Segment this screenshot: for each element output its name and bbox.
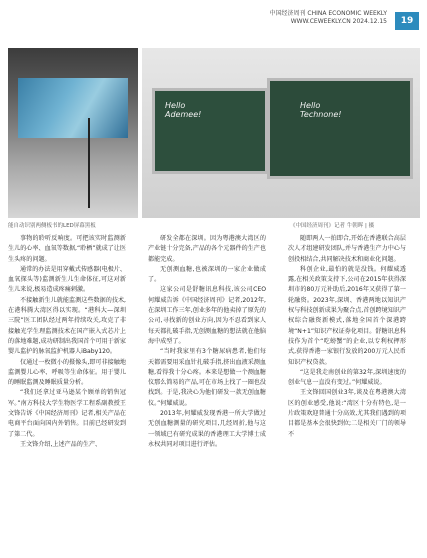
paragraph: 2013年,何耀威发现香港一所大学做过无创血糖测量的研究项目,几经周折,他与这一领域已有研究成果的香港理工大学博士成永权共同对项目进行评估。 (148, 410, 266, 448)
paragraph: 王文锋介绍,上述产品的生产、 (20, 440, 102, 448)
photo-section (0, 48, 427, 218)
chalk-writing-2: Hello Technone! (300, 101, 342, 119)
paragraph: 科创企业,最怕的就是没钱。何耀威透露,在相关政策支持下,公司在2015年获得深圳市的80万元补助后,2016年又获得了第一轮融资。2023年,深圳、香港两地以知识产权与科技创新成果为聚合点,首创跨境知识产权综合融资新模式,落地全国首个深港跨境“N+1”知识产权证券化项目。舒糖讯息科技作为首个“吃螃蟹”的企业,以专利权押形式,获得香港一家银行发放的200万元人民币知识产权贷款。 (288, 265, 406, 366)
column-3 (288, 234, 406, 554)
led-blackboard-photo (8, 48, 138, 218)
paragraph: 研发全都在深圳。因为粤港澳大湾区的产业链十分完备,产品的各个元器件的生产也都能完成。 (148, 235, 266, 263)
paragraph: “我们还拿过亚马逊某个顾单的销售冠军。”南方科技大学生物医学工程系副教授王文锋告诉《中国经济周刊》记者,相关产品在电商平台面向国内外销售。目前已经研发到了第二代。 (8, 389, 126, 438)
led-screen (18, 78, 128, 138)
chalk-writing-1: Hello Ademee! (165, 101, 202, 119)
paragraph: 仅通过一枚微小的摄像头,即可非接触地监测婴儿心率、呼吸等生命体征。用于婴儿的睡眠监测及睡眠质量分析。 (8, 358, 126, 387)
column-2 (148, 234, 266, 554)
paragraph: “当时我家里有3个糖尿病患者,他们每天都需要用采血针扎破手指,挤出血液采测血糖,看得我十分心疼。本来是想做一个测血糖仪那么简易的产品,可在市场上找了一圈也没找到。于是,我决心为他们研发一款无创血糖仪。”何耀威说。 (148, 348, 266, 407)
camera-tripod (88, 118, 90, 208)
classroom-photo (142, 48, 420, 218)
column-1 (8, 234, 126, 554)
paragraph: 随即两人一拍即合,开始在香港联合高层次人才组建研发团队,并与香港生产力中心与创投相结合,共同解决技术和商业化问题。 (288, 235, 406, 263)
paragraph: “这是我走南创业的第32年,深圳速度的创业气息一直没有变过。”何耀威说。 (288, 368, 406, 387)
paragraph: 不接触新生儿就能监测这些数据的技术,在港科腾大湾区得以实现。“港科大—深圳三院”医工团队经过两年持续攻关,攻克了非接触光学生理监测技术在国产嵌入式芯片上的落地难题,成功研制出我国首个可用于新家婴儿监护的脉氧监护机器人iBaby120。 (8, 296, 126, 356)
paragraph: 事物的聆听反响度。可把该实时监测新生儿的心率、血氧等数据,“聆栖”就成了让医生头疼的问题。 (8, 235, 126, 263)
page-header (0, 0, 427, 40)
chalkboard-right (267, 78, 413, 179)
chalkboard-left (152, 88, 268, 174)
paragraph: 无创测血糖,也被深圳的一家企业做成了。 (148, 265, 266, 284)
magazine-title: 中国经济周刊 CHINA ECONOMIC WEEKLY (269, 10, 387, 17)
photo-caption-right: 《中国经济周刊》记者 牛朝晖 | 摄 (290, 223, 375, 229)
website-date: WWW.CEWEEKLY.CN 2024.12.15 (290, 18, 387, 25)
article-body (0, 234, 427, 554)
paragraph: 王文锋回国创业3年,谈及在粤港澳大湾区的创业感受,他说:“湾区十分有特色,是一片政策欢迎普通十分高效,尤其我们遇到的项目都是基本会很快到位;二是相关厂门的领导不 (288, 389, 406, 438)
page-number: 19 (395, 12, 419, 30)
photo-caption-left: 能自动识别两侧板书的LED屏幕黑板 (8, 223, 96, 229)
paragraph: 这家公司是舒糖讯息科技,该公司CEO何耀威告诉《中国经济周刊》记者,2012年,在深圳工作三年,创业多年的他卖掉了原先的公司,寻找新的创业方向,因为不忍看到家人每天都扎破手指,无创测血糖的想法就在他脑海中成型了。 (148, 286, 266, 345)
paragraph: 通常的办法是用穿戴式传感器(电极片、血氧探头等)监测新生儿生命体征,可这对新生儿来说,极易造成疼痛刺激。 (8, 265, 126, 294)
